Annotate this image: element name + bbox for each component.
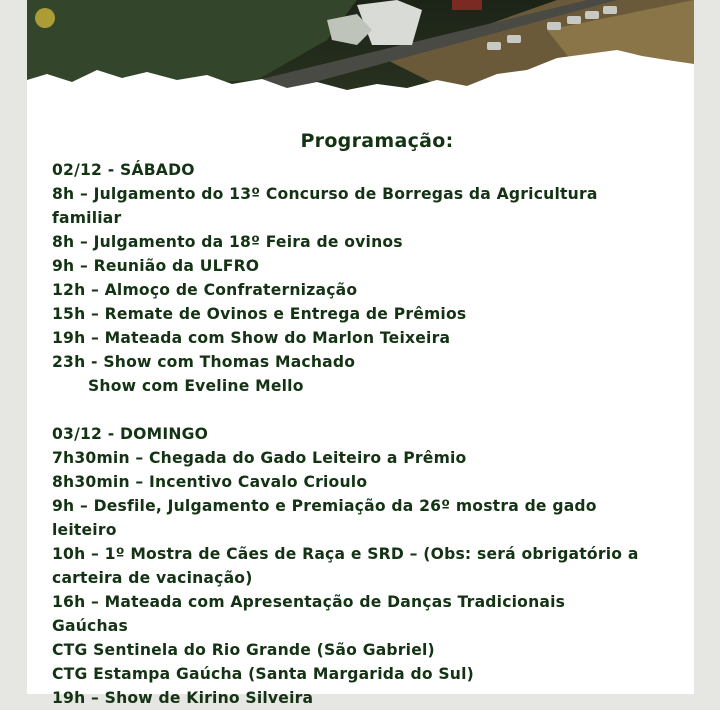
- schedule-line: carteira de vacinação): [52, 569, 253, 587]
- schedule-line: 19h – Show de Kirino Silveira: [52, 689, 314, 707]
- schedule-line: 9h – Reunião da ULFRO: [52, 257, 260, 275]
- schedule-line: leiteiro: [52, 521, 117, 539]
- schedule-line: CTG Sentinela do Rio Grande (São Gabriel): [52, 641, 435, 659]
- schedule-line: Gaúchas: [52, 617, 128, 635]
- schedule-line: 9h – Desfile, Julgamento e Premiação da 26º mostra de gado: [52, 497, 597, 515]
- schedule-line: 16h – Mateada com Apresentação de Danças Tradicionais: [52, 593, 566, 611]
- schedule-line: 7h30min – Chegada do Gado Leiteiro a Prêmio: [52, 449, 467, 467]
- schedule-line: CTG Estampa Gaúcha (Santa Margarida do Sul): [52, 665, 474, 683]
- schedule-line: familiar: [52, 209, 122, 227]
- event-venue-photo: [27, 0, 694, 105]
- program-title: Programação:: [300, 130, 454, 152]
- schedule-line: 8h – Julgamento da 18º Feira de ovinos: [52, 233, 403, 251]
- schedule-line: 12h – Almoço de Confraternização: [52, 281, 358, 299]
- schedule-line: 8h – Julgamento do 13º Concurso de Borregas da Agricultura: [52, 185, 598, 203]
- section-spacer: [52, 398, 682, 422]
- event-poster: [27, 0, 694, 707]
- schedule-line: 10h – 1º Mostra de Cães de Raça e SRD – (Obs: será obrigatório a: [52, 545, 639, 563]
- schedule-line: 8h30min – Incentivo Cavalo Crioulo: [52, 473, 368, 491]
- day-heading-sunday: 03/12 - DOMINGO: [52, 425, 209, 443]
- schedule-line: 15h – Remate de Ovinos e Entrega de Prêmios: [52, 305, 467, 323]
- schedule-line-indented: Show com Eveline Mello: [88, 377, 304, 395]
- schedule-line: 19h – Mateada com Show do Marlon Teixeira: [52, 329, 451, 347]
- schedule-line: 23h - Show com Thomas Machado: [52, 353, 356, 371]
- program-content: [52, 128, 682, 710]
- day-heading-saturday: 02/12 - SÁBADO: [52, 161, 195, 179]
